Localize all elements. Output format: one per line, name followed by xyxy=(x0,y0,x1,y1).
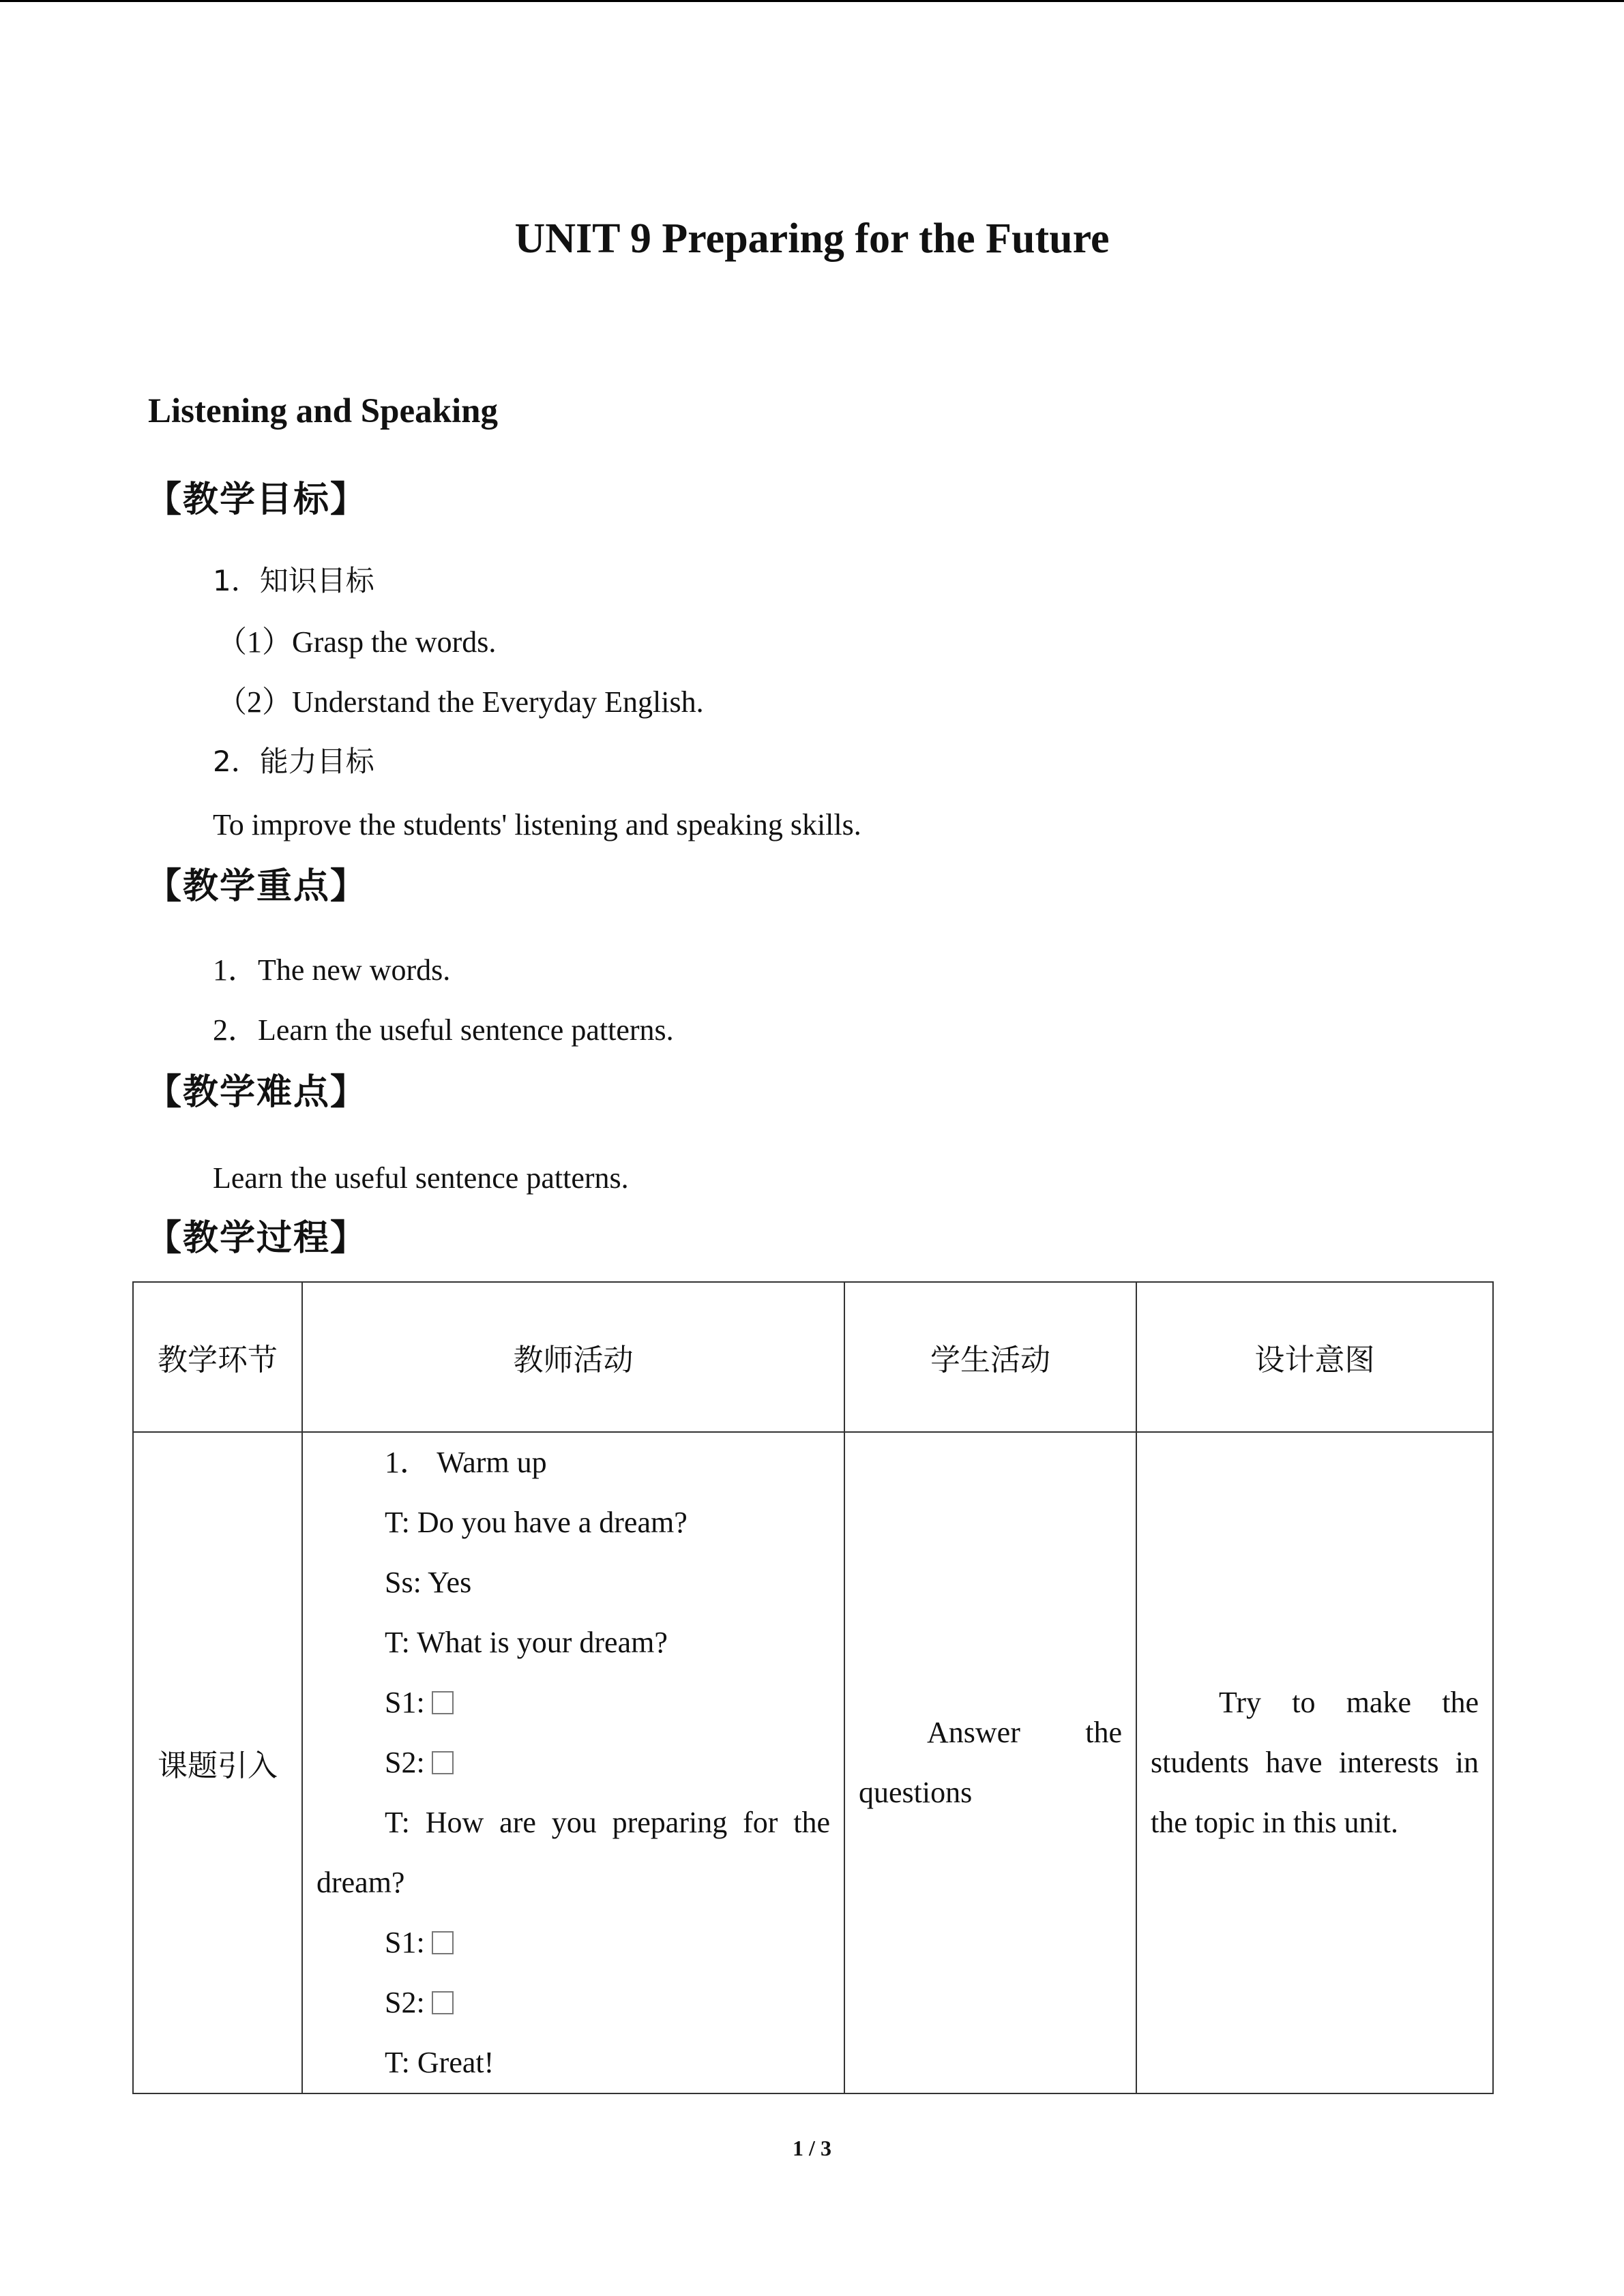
difficulties-heading: 【教学难点】 xyxy=(146,1072,368,1113)
teacher-line xyxy=(316,1913,830,1973)
key-points-heading: 【教学重点】 xyxy=(146,866,368,907)
speaker-label: S2: xyxy=(385,1986,425,2019)
top-border-rule xyxy=(0,0,1624,2)
table-header-row xyxy=(133,1282,1493,1432)
teacher-line: T: Great! xyxy=(385,2046,494,2079)
design-intent-cell xyxy=(1136,1432,1493,2093)
table-row xyxy=(133,1432,1493,2093)
teacher-activity-cell xyxy=(302,1432,844,2093)
ability-goal-text: To improve the students' listening and speaking skills. xyxy=(213,808,861,841)
ability-goal-label: 2．能力目标 xyxy=(213,745,374,778)
speaker-label: S1: xyxy=(385,1926,425,1959)
teaching-process-table xyxy=(132,1281,1494,2094)
blank-box-icon xyxy=(432,1691,454,1714)
page-title: UNIT 9 Preparing for the Future xyxy=(514,215,1110,262)
teacher-line: dream? xyxy=(316,1866,405,1899)
section-title: Listening and Speaking xyxy=(148,392,499,430)
teacher-line: Ss: Yes xyxy=(385,1566,472,1599)
teacher-line xyxy=(316,1673,830,1733)
blank-box-icon xyxy=(432,1991,454,2014)
student-activity-cell xyxy=(844,1432,1136,2093)
intent-line: students have interests in xyxy=(1151,1746,1479,1779)
intent-line: Try to make the xyxy=(1219,1686,1479,1719)
stage-cell: 课题引入 xyxy=(133,1432,302,2093)
intent-line: the topic in this unit. xyxy=(1151,1806,1398,1839)
teacher-line xyxy=(316,1973,830,2033)
blank-box-icon xyxy=(432,1751,454,1774)
teacher-line: T: What is your dream? xyxy=(385,1626,668,1659)
teacher-line: 1． Warm up xyxy=(385,1446,547,1479)
key-point-2: 2．Learn the useful sentence patterns. xyxy=(213,1013,674,1047)
teacher-line: T: Do you have a dream? xyxy=(385,1506,688,1539)
column-header-design-intent: 设计意图 xyxy=(1136,1282,1493,1432)
student-line: questions xyxy=(859,1776,973,1809)
column-header-stage: 教学环节 xyxy=(133,1282,302,1432)
teacher-line: T: How are you preparing for the xyxy=(385,1806,830,1839)
column-header-student-activity: 学生活动 xyxy=(844,1282,1136,1432)
column-header-teacher-activity: 教师活动 xyxy=(302,1282,844,1432)
page-number: 1 / 3 xyxy=(793,2136,831,2160)
process-heading: 【教学过程】 xyxy=(146,1218,368,1259)
student-line: Answer the xyxy=(927,1716,1122,1749)
blank-box-icon xyxy=(432,1931,454,1954)
teacher-line xyxy=(316,1733,830,1793)
key-point-1: 1．The new words. xyxy=(213,953,451,987)
knowledge-goal-label: 1．知识目标 xyxy=(213,564,374,597)
speaker-label: S2: xyxy=(385,1746,425,1779)
difficulty-text: Learn the useful sentence patterns. xyxy=(213,1161,629,1195)
objective-item-2: （2）Understand the Everyday English. xyxy=(217,685,704,719)
speaker-label: S1: xyxy=(385,1686,425,1719)
objectives-heading: 【教学目标】 xyxy=(146,479,368,520)
objective-item-1: （1）Grasp the words. xyxy=(217,625,497,659)
